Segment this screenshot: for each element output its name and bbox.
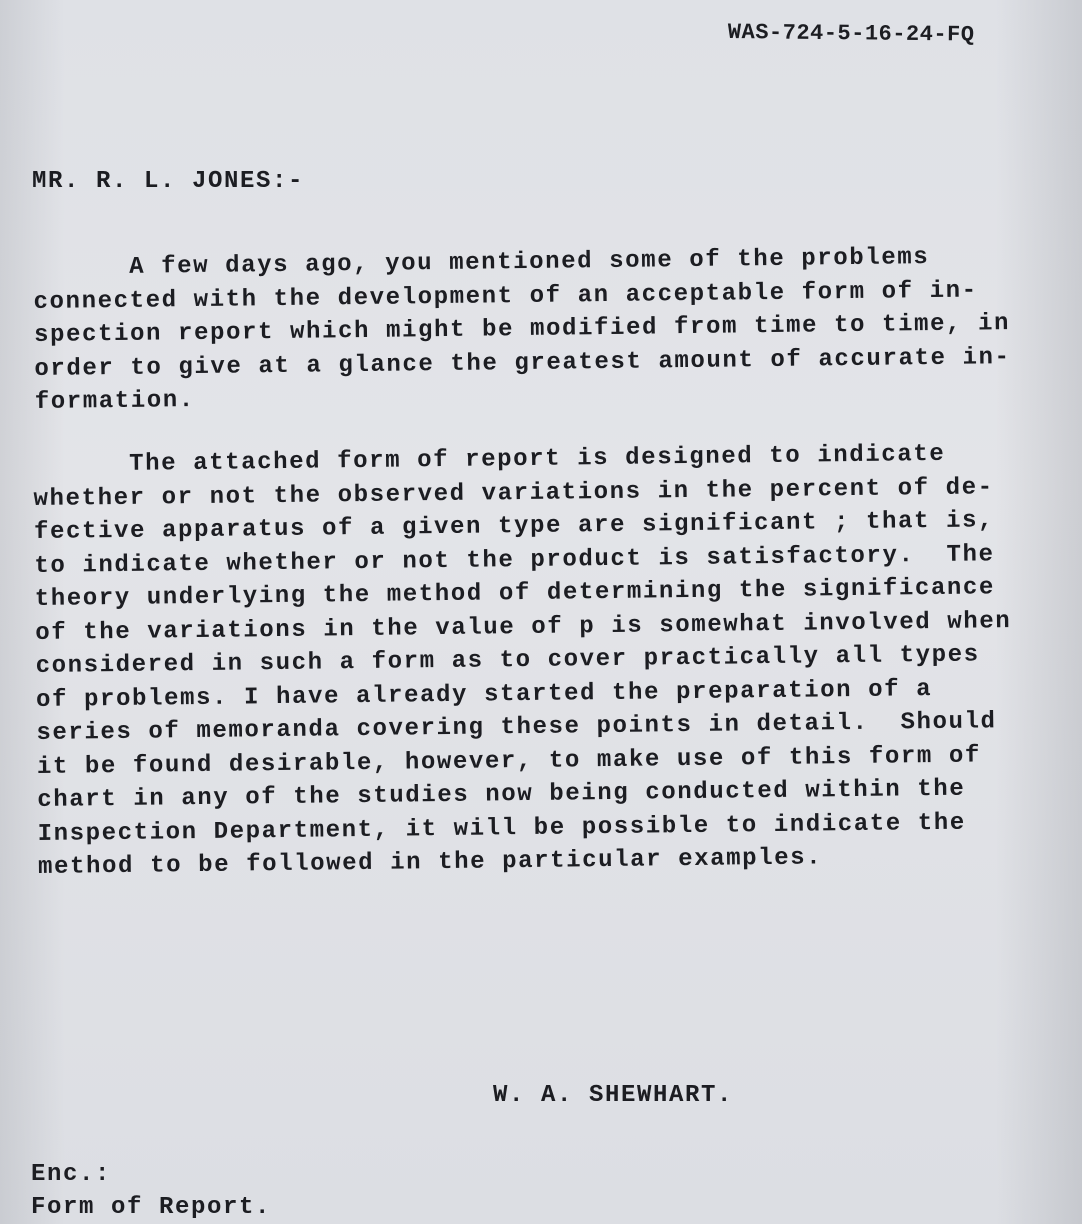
paragraph-line: theory underlying the method of determining the significance (34, 574, 996, 613)
paragraph-line: connected with the development of an acceptable form of in- (33, 276, 978, 316)
paragraph-line: of the variations in the value of p is somewhat involved when (35, 607, 1012, 647)
enclosure-block (31, 1158, 271, 1224)
paragraph-line: whether or not the observed variations in the percent of de- (33, 473, 994, 513)
paragraph-line: considered in such a form as to cover practically all types (35, 641, 980, 680)
paragraph-1 (33, 240, 1011, 419)
paragraph-line: chart in any of the studies now being conducted within the (37, 775, 966, 814)
paragraph-line: formation. (34, 387, 196, 416)
reference-number: WAS-724-5-16-24-FQ (727, 20, 975, 48)
paragraph-line: order to give at a glance the greatest amount of accurate in- (34, 343, 1011, 383)
paragraph-line: A few days ago, you mentioned some of the problems (33, 244, 930, 282)
signature: W. A. SHEWHART. (493, 1082, 734, 1109)
paragraph-line: of problems. I have already started the preparation of a (35, 675, 933, 714)
paragraph-line: it be found desirable, however, to make use of this form of (36, 741, 982, 781)
paragraph-line: Inspection Department, it will be possible to indicate the (37, 809, 966, 848)
paragraph-line: fective apparatus of a given type are significant ; that is, (33, 507, 995, 546)
paragraph-line: method to be followed in the particular examples. (37, 844, 823, 881)
salutation: MR. R. L. JONES:- (32, 168, 305, 195)
paragraph-line: series of memoranda covering these points in detail. Should (36, 708, 997, 747)
paragraph-2 (33, 437, 1014, 884)
paragraph-line: to indicate whether or not the product is satisfactory. The (34, 540, 995, 580)
enclosure-label: Enc.: (31, 1161, 112, 1188)
paragraph-line: spection report which might be modified from time to time, in (33, 310, 1011, 349)
paragraph-line: The attached form of report is designed to indicate (33, 440, 946, 479)
enclosure-item: Form of Report. (31, 1194, 272, 1221)
